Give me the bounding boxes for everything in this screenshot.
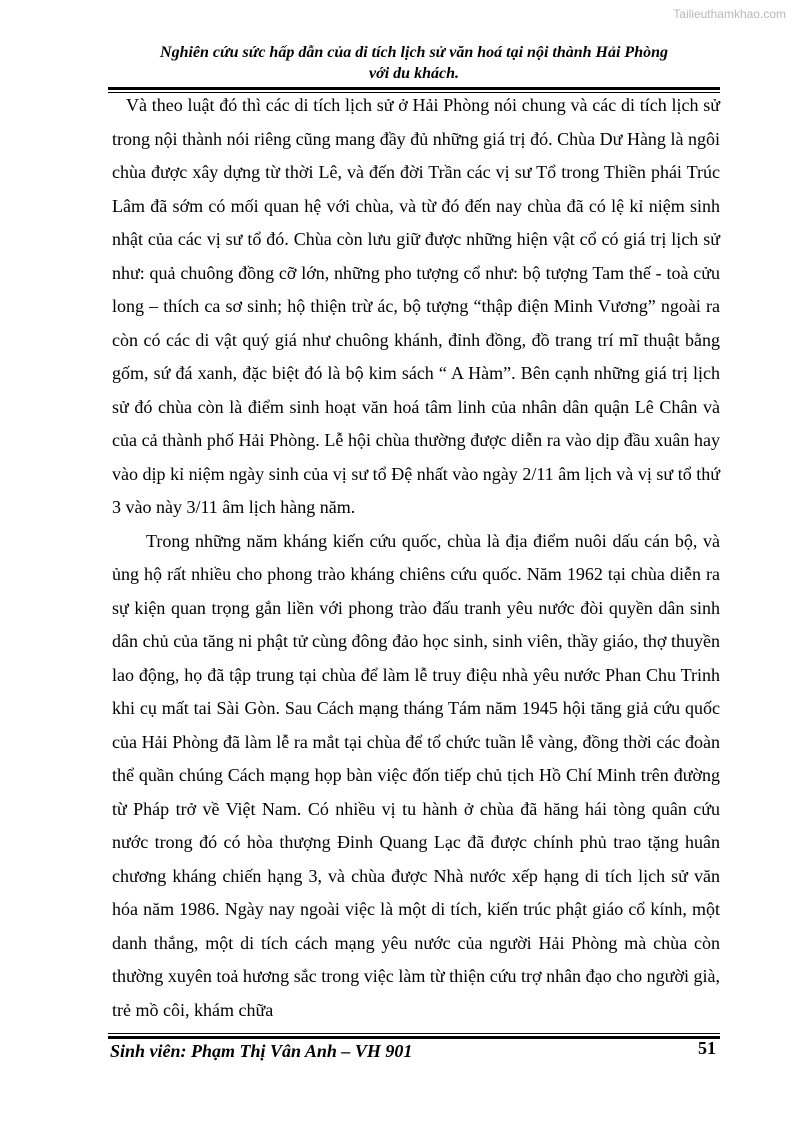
body-paragraph-1: Và theo luật đó thì các di tích lịch sử ở Hải Phòng nói chung và các di tích lịch sử trong nội thành nói riêng cũng mang đầy đủ những giá trị đó. Chùa Dư Hàng là ngôi chùa được xây dựng từ thời Lê, và đến đời Trần các vị sư Tổ trong Thiền phái Trúc Lâm đã sớm có mối quan hệ với chùa, và từ đó đến nay chùa đã có lệ kỉ niệm sinh nhật của các vị sư tổ đó. Chùa còn lưu giữ được những hiện vật cổ có giá trị lịch sử như: quả chuông đồng cỡ lớn, những pho tượng cổ như: bộ tượng Tam thế - toà cửu long – thích ca sơ sinh; hộ thiện trừ ác, bộ tượng “thập điện Minh Vương” ngoài ra còn có các di vật quý giá như chuông khánh, đỉnh đồng, đồ trang trí mĩ thuật bằng gốm, sứ đá xanh, đặc biệt đó là bộ kim sách “ A Hàm”. Bên cạnh những giá trị lịch sử đó chùa còn là điểm sinh hoạt văn hoá tâm linh của nhân dân quận Lê Chân và của cả thành phố Hải Phòng. Lễ hội chùa thường được diễn ra vào dịp đầu xuân hay vào dịp kỉ niệm ngày sinh của vị sư tổ Đệ nhất vào ngày 2/11 âm lịch và vị sư tổ thứ 3 vào này 3/11 âm lịch hàng năm. (112, 95, 720, 517)
body-paragraph-2: Trong những năm kháng kiến cứu quốc, chùa là địa điểm nuôi dấu cán bộ, và ủng hộ rất nhiều cho phong trào kháng chiêns cứu quốc. Năm 1962 tại chùa diễn ra sự kiện quan trọng gắn liền với phong trào đấu tranh yêu nước đòi quyền dân sinh dân chủ của tăng ni phật tử cùng đông đảo học sinh, sinh viên, thầy giáo, thợ thuyền lao động, họ đã tập trung tại chùa để làm lễ truy điệu nhà yêu nước Phan Chu Trinh khi cụ mất tai Sài Gòn. Sau Cách mạng tháng Tám năm 1945 hội tăng giả cứu quốc của Hải Phòng đã làm lễ ra mắt tại chùa để tổ chức tuần lễ vàng, đồng thời các đoàn thể quần chúng Cách mạng họp bàn việc đốn tiếp chủ tịch Hồ Chí Minh trên đường từ Pháp trở về Việt Nam. Có nhiều vị tu hành ở chùa đã hăng hái tòng quân cứu nước trong đó có hòa thượng Đinh Quang Lạc đã được chính phủ trao tặng huân chương kháng chiến hạng 3, và chùa được Nhà nước xếp hạng di tích lịch sử văn hóa năm 1986. Ngày nay ngoài việc là một di tích, kiến trúc phật giáo cổ kính, một danh thắng, một di tích cách mạng yêu nước của người Hải Phòng mà chùa còn thường xuyên toả hương sắc trong việc làm từ thiện cứu trợ nhân đạo cho người già, trẻ mồ côi, khám chữa (112, 530, 720, 1020)
footer-student-name: Sinh viên: Phạm Thị Vân Anh – VH 901 (110, 1041, 413, 1061)
page-header (108, 42, 720, 84)
page-number: 51 (698, 1038, 716, 1058)
watermark-text: Tailieuthamkhao.com (673, 7, 786, 21)
header-title-line1: Nghiên cứu sức hấp dẫn của di tích lịch sử văn hoá tại nội thành Hải Phòng (160, 44, 668, 61)
footer-divider (108, 1033, 720, 1034)
header-title-line2: với du khách. (369, 65, 459, 82)
document-body (112, 89, 720, 1027)
